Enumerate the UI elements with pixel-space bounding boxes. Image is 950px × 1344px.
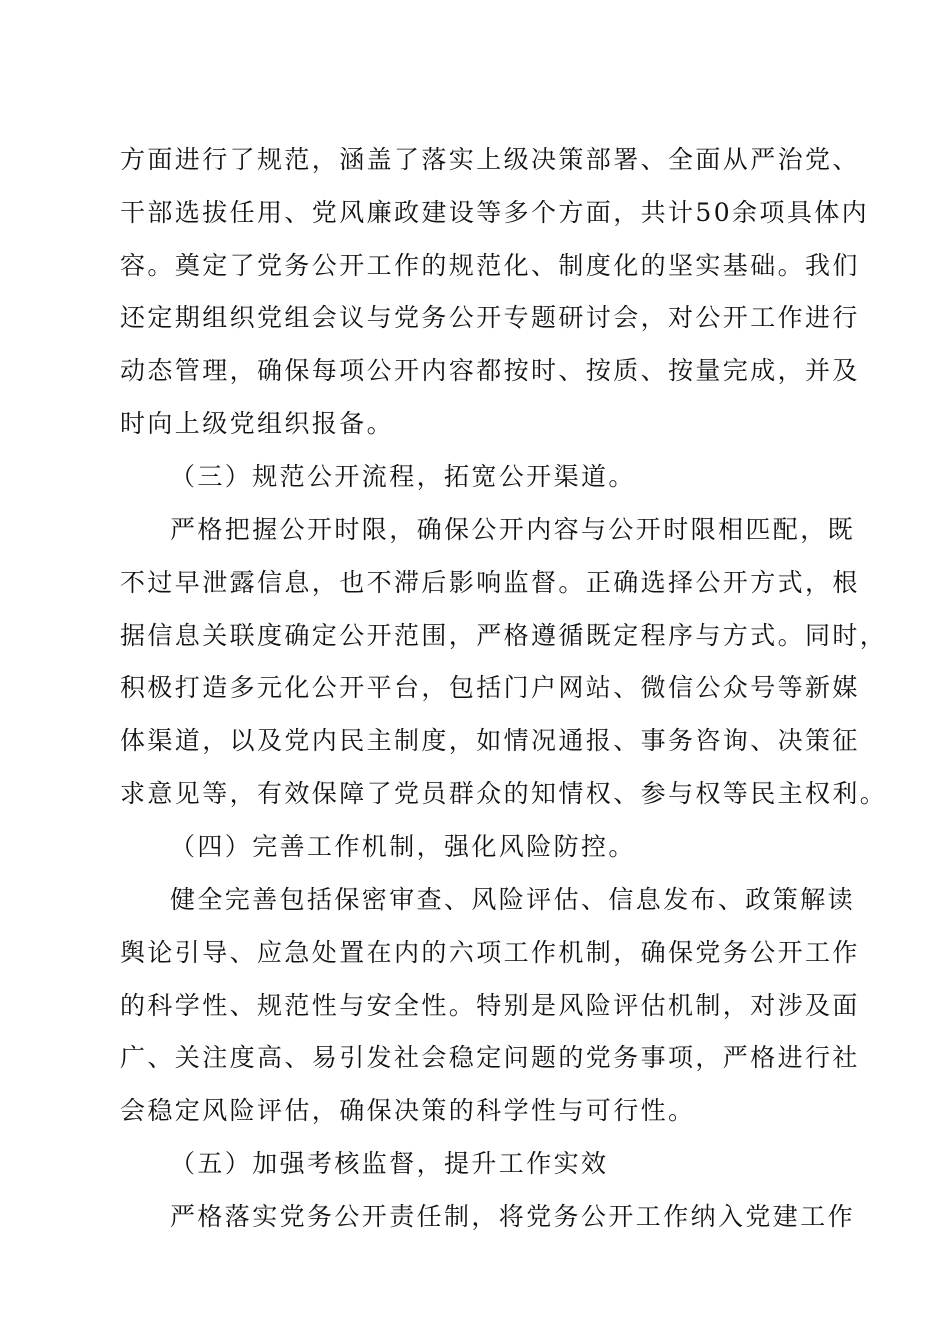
body-line: 据信息关联度确定公开范围，严格遵循既定程序与方式。同时， bbox=[120, 621, 888, 650]
body-line: 不过早泄露信息，也不滞后影响监督。正确选择公开方式，根 bbox=[120, 568, 860, 597]
section-heading-3: （三）规范公开流程，拓宽公开渠道。 bbox=[170, 462, 636, 491]
paragraph-first-line: 严格落实党务公开责任制，将党务公开工作纳入党建工作 bbox=[170, 1202, 856, 1231]
body-line: 动态管理，确保每项公开内容都按时、按质、按量完成，并及 bbox=[120, 356, 860, 385]
body-line: 容。奠定了党务公开工作的规范化、制度化的坚实基础。我们 bbox=[120, 251, 860, 280]
body-line: 时向上级党组织报备。 bbox=[120, 409, 395, 438]
section-heading-4: （四）完善工作机制，强化风险防控。 bbox=[170, 832, 636, 861]
body-line: 舆论引导、应急处置在内的六项工作机制，确保党务公开工作 bbox=[120, 938, 860, 967]
body-line: 方面进行了规范，涵盖了落实上级决策部署、全面从严治党、 bbox=[120, 145, 860, 174]
body-line: 体渠道，以及党内民主制度，如情况通报、事务咨询、决策征 bbox=[120, 726, 860, 755]
body-line: 的科学性、规范性与安全性。特别是风险评估机制，对涉及面 bbox=[120, 991, 860, 1020]
body-line: 积极打造多元化公开平台，包括门户网站、微信公众号等新媒 bbox=[120, 673, 860, 702]
paragraph-first-line: 健全完善包括保密审查、风险评估、信息发布、政策解读 bbox=[170, 885, 856, 914]
body-line: 还定期组织党组会议与党务公开专题研讨会，对公开工作进行 bbox=[120, 303, 860, 332]
body-line: 干部选拔任用、党风廉政建设等多个方面，共计50余项具体内 bbox=[120, 198, 870, 227]
paragraph-first-line: 严格把握公开时限，确保公开内容与公开时限相匹配，既 bbox=[170, 515, 856, 544]
body-line: 广、关注度高、易引发社会稳定问题的党务事项，严格进行社 bbox=[120, 1043, 860, 1072]
body-line: 会稳定风险评估，确保决策的科学性与可行性。 bbox=[120, 1096, 696, 1125]
body-line: 求意见等，有效保障了党员群众的知情权、参与权等民主权利。 bbox=[120, 779, 888, 808]
section-heading-5: （五）加强考核监督，提升工作实效 bbox=[170, 1149, 609, 1178]
